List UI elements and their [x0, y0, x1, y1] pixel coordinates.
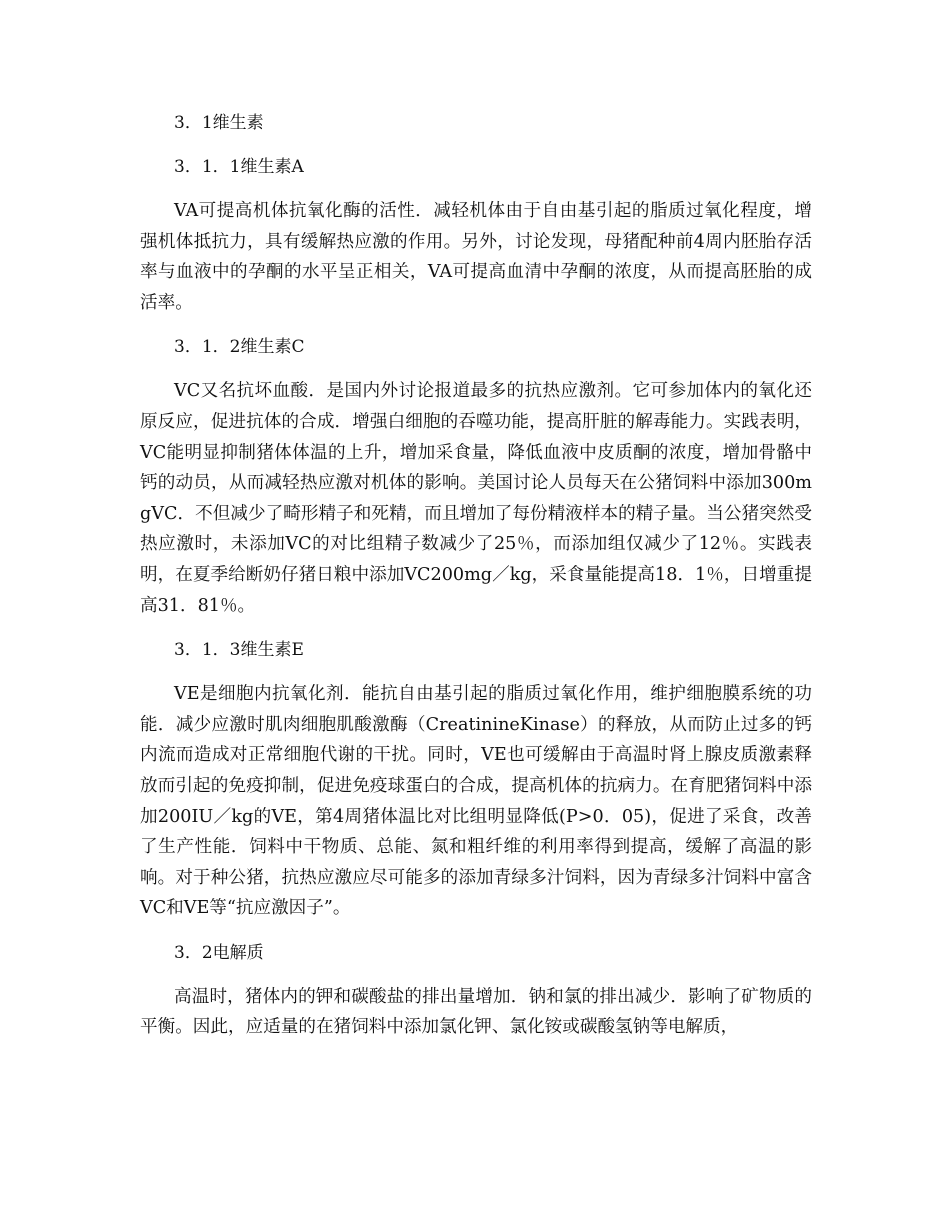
paragraph-electrolytes: 高温时，猪体内的钾和碳酸盐的排出量增加．钠和氯的排出减少．影响了矿物质的平衡。因此，应适量的在猪饲料中添加氯化钾、氯化铵或碳酸氢钠等电解质， — [140, 986, 812, 1038]
section-heading-vitamins: 3．1维生素 — [174, 113, 264, 133]
paragraph-vitamin-e: VE是细胞内抗氧化剂．能抗自由基引起的脂质过氧化作用，维护细胞膜系统的功能．减少应激时肌肉细胞肌酸激酶（CreatinineKinase）的释放，从而防止过多的钙内流而造成对正常细胞代谢的干扰。同时，VE也可缓解由于高温时肾上腺皮质激素释放而引起的免疫抑制，促进免疫球蛋白的合成，提高机体的抗病力。在育肥猪饲料中添加200IU／kg的VE，第4周猪体温比对比组明显降低(P>0．05)，促进了采食，改善了生产性能．饲料中干物质、总能、氮和粗纤维的利用率得到提高，缓解了高温的影响。对于种公猪，抗热应激应尽可能多的添加青绿多汁饲料，因为青绿多汁饲料中富含VC和VE等“抗应激因子”。 — [140, 684, 812, 919]
subsection-heading-vitamin-a: 3．1．1维生素A — [174, 157, 304, 177]
subsection-heading-vitamin-e: 3．1．3维生素E — [174, 640, 304, 661]
document-body — [140, 108, 812, 1057]
paragraph-vitamin-c: VC又名抗坏血酸．是国内外讨论报道最多的抗热应激剂。它可参加体内的氧化还原反应，促进抗体的合成．增强白细胞的吞噬功能，提高肝脏的解毒能力。实践表明，VC能明显抑制猪体体温的上升，增加采食量，降低血液中皮质酮的浓度，增加骨骼中钙的动员，从而减轻热应激对机体的影响。美国讨论人员每天在公猪饲料中添加300mgVC．不但减少了畸形精子和死精，而且增加了每份精液样本的精子量。当公猪突然受热应激时，未添加VC的对比组精子数减少了25％，而添加组仅减少了12％。实践表明，在夏季给断奶仔猪日粮中添加VC200mg／kg，采食量能提高18．1％，日增重提高31．81％。 — [140, 381, 812, 616]
paragraph-vitamin-a: VA可提高机体抗氧化酶的活性．减轻机体由于自由基引起的脂质过氧化程度，增强机体抵抗力，具有缓解热应激的作用。另外，讨论发现，母猪配种前4周内胚胎存活率与血液中的孕酮的水平呈正相关，VA可提高血清中孕酮的浓度，从而提高胚胎的成活率。 — [140, 201, 812, 313]
subsection-heading-vitamin-c: 3．1．2维生素C — [174, 337, 305, 358]
section-heading-electrolytes: 3．2电解质 — [174, 942, 264, 963]
